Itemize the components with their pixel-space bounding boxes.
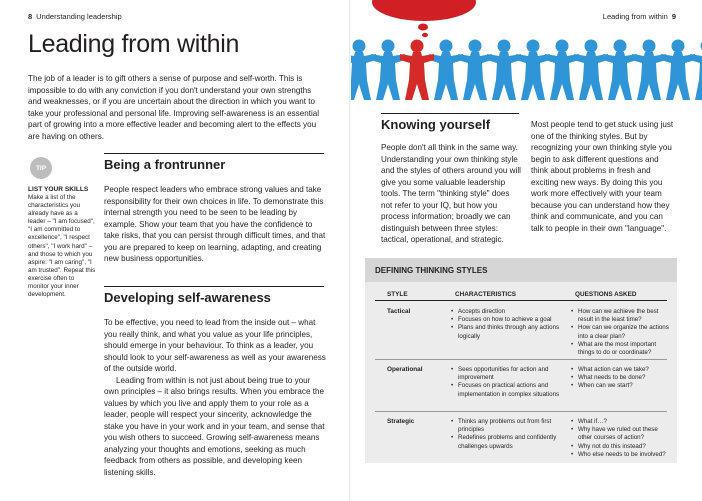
section-rule-3: [381, 113, 519, 114]
table-row-rule: [375, 411, 667, 412]
table-header-rule: [375, 300, 667, 301]
list-item: • Plans and thinks through any actions logically: [451, 324, 571, 340]
tip-heading: LIST YOUR SKILLS: [28, 186, 89, 193]
self-awareness-paragraph-2: Leading from within is not just about being true to your own principles – it also brings results. When you embrace the values by which you live and apply them to your role as a leader, people will respect your sincerity, acknowledge the stake you have in your work and in your team, and sense that you wish others to succeed. Growing self-awareness means analyzing your thoughts and emotions, seeking as much feedback from others as possible, and developing keen listening skills.: [104, 375, 325, 477]
table-title: DEFINING THINKING STYLES: [375, 266, 488, 275]
intro-paragraph: The job of a leader is to gift others a sense of purpose and self-worth. This is impossible to do with any conviction if you don't understand your own strengths and weaknesses, or if you are uncertain about the direction in which you want to take your professional and personal life. Improving self-awareness is an essential part of growing into a more effective leader and becoming alert to the effects you are having on others.: [28, 74, 320, 141]
list-item: • How can we organize the actions into a clear plan?: [571, 324, 671, 340]
running-head-left-text: Understanding leadership: [36, 12, 122, 21]
row-operational-characteristics: [451, 366, 571, 399]
list-item: • What needs to be done?: [571, 374, 671, 382]
row-tactical-style: Tactical: [387, 308, 411, 315]
row-strategic-style: Strategic: [387, 418, 415, 425]
table-title-bar: [365, 258, 677, 282]
list-item: • Who else needs to be involved?: [571, 451, 671, 459]
list-item: • Thinks any problems out from first principles: [451, 418, 571, 434]
heading-knowing-yourself: Knowing yourself: [381, 117, 491, 132]
table-row-rule: [375, 359, 667, 360]
list-item: • Accepts direction: [451, 308, 571, 316]
list-item: • What action can we take?: [571, 366, 671, 374]
col-header-style: STYLE: [387, 291, 408, 298]
col-header-characteristics: CHARACTERISTICS: [455, 291, 517, 298]
thinking-styles-table: [365, 258, 677, 463]
page-number-left: 8: [28, 12, 33, 21]
list-item: • Focuses on practical actions and implementation in complex situations: [451, 382, 571, 398]
list-item: • What are the most important things to do or coordinate?: [571, 341, 671, 357]
row-operational-questions: [571, 366, 671, 391]
row-strategic-questions: [571, 418, 671, 459]
running-head-right-text: Leading from within: [602, 12, 668, 21]
page-title: Leading from within: [28, 30, 240, 58]
self-awareness-text: [104, 317, 326, 478]
list-item: • What if…?: [571, 418, 671, 426]
knowing-yourself-col2: Most people tend to get stuck using just one of the thinking styles. But by recognizing your own thinking style you begin to ask different questions and think about problems in fresh and exciting new ways. By doing this you work more effectively with your team because you can understand how they think and communicate, and you can talk to people in their own "language".: [531, 120, 674, 233]
section-rule-1: [104, 153, 324, 154]
right-page: [351, 0, 702, 501]
tip-text: Make a list of the characteristics you already have as a leader – "I am focused", "I am committed to excellence", "I respect others", "I work hard" – and those to which you aspire: "I am caring", "I am trusted". Repeat this exercise often to monitor your inner development.: [28, 194, 96, 299]
heading-developing-self-awareness: Developing self-awareness: [104, 290, 271, 305]
knowing-yourself-col1: People don't all think in the same way. Understanding your own thinking style and the styles of others around you will give you some valuable leadership tools. The term "thinking style" does not refer to your IQ, but how you process information; broadly we can distinguish between three styles: tactical, operational, and strategic.: [381, 143, 521, 244]
row-operational-style: Operational: [387, 366, 423, 373]
frontrunner-paragraph: People respect leaders who embrace strong values and take responsibility for their own choices in life. To demonstrate this internal strength you need to be seen to be leading by example. Show your team that you have the confidence to take risks, that you can persist through difficult times, and that you are prepared to keep on learning, adapting, and creating new business opportunities.: [104, 185, 326, 263]
section-rule-2: [104, 286, 324, 287]
tip-badge: TIP: [30, 157, 52, 179]
paper-chain-people-illustration: [351, 0, 702, 110]
self-awareness-paragraph-1: To be effective, you need to lead from the inside out – what you really think, and what you value as your life principles, should emerge in your behaviour. To think as a leader, you should look to your self-awareness as well as your awareness of the outside world.: [104, 318, 326, 373]
list-item: • Sees opportunities for action and improvement: [451, 366, 571, 382]
running-head-left: [28, 12, 122, 21]
list-item: • Redefines problems and confidently challenges upwards: [451, 434, 571, 450]
row-strategic-characteristics: [451, 418, 571, 451]
row-tactical-characteristics: [451, 308, 571, 341]
list-item: • Why not do this instead?: [571, 443, 671, 451]
row-tactical-questions: [571, 308, 671, 357]
list-item: • How can we achieve the best result in the least time?: [571, 308, 671, 324]
page-number-right: 9: [671, 12, 676, 21]
col-header-questions: QUESTIONS ASKED: [575, 291, 637, 298]
list-item: • When can we start?: [571, 382, 671, 390]
list-item: • Focuses on how to achieve a goal: [451, 316, 571, 324]
heading-being-a-frontrunner: Being a frontrunner: [104, 157, 226, 172]
list-item: • Why have we ruled out these other courses of action?: [571, 426, 671, 442]
